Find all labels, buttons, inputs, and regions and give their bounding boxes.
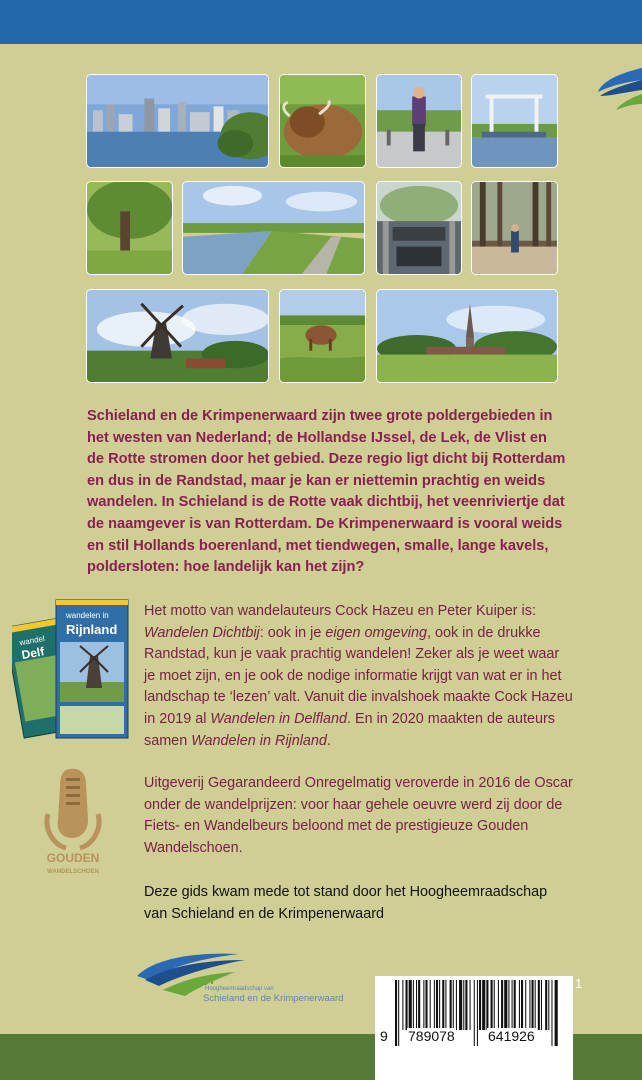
barcode-bar	[491, 980, 493, 1030]
motto-text-4: . En in 2020 maakten de auteurs samen	[144, 710, 555, 749]
barcode-bar	[442, 980, 444, 1030]
barcode-bar	[413, 980, 414, 1030]
barcode-bar	[548, 980, 549, 1030]
barcode-bar	[529, 980, 530, 1030]
motto-emphasis-rijnland: Wandelen in Rijnland	[191, 732, 327, 749]
barcode-bar	[545, 980, 547, 1030]
award-paragraph: Uitgeverij Gegarandeerd Onregelmatig veroverde in 2016 de Oscar onder de wandelprijzen: voor haar gehele oeuvre werd zij door de Fiets- en Wandelbeurs beloond met de prestigieuze Gouden Wandelschoen.	[144, 775, 573, 856]
gouden-wandelschoen-award-icon	[40, 766, 106, 878]
footer-logo-line1: Hoogheemraadschap van	[205, 986, 274, 992]
motto-emphasis-eigen-omgeving: eigen omgeving	[325, 624, 427, 641]
barcode-bar	[416, 980, 417, 1030]
photo-walker-on-jetty	[376, 74, 462, 168]
photo-canal-landscape	[182, 181, 365, 275]
photo-rotterdam-skyline	[86, 74, 269, 168]
photo-tree-meadow	[86, 181, 173, 275]
barcode-bar	[398, 980, 399, 1046]
barcode-bar	[538, 980, 540, 1030]
barcode-bar	[494, 980, 495, 1030]
photo-cows-meadow	[279, 289, 366, 383]
barcode-bar	[498, 980, 499, 1030]
photo-windmill	[86, 289, 269, 383]
barcode-first-digit: 9	[380, 1028, 388, 1044]
motto-text-2: : ook in je	[259, 624, 326, 641]
barcode-bar	[395, 980, 397, 1046]
barcode-bar	[430, 980, 431, 1030]
barcode-bar	[439, 980, 440, 1030]
barcode-group-1: 789078	[408, 1028, 455, 1044]
front-book-title-line1: wandelen in	[66, 611, 109, 620]
credit-paragraph: Deze gids kwam mede tot stand door het Hoogheemraadschap van Schieland en de Krimpenerwaard	[144, 884, 548, 922]
photo-highland-cow	[279, 74, 366, 168]
motto-emphasis-wandelen-dichtbij: Wandelen Dichtbij	[144, 624, 260, 641]
photo-church-village	[376, 289, 558, 383]
barcode-bar	[519, 980, 520, 1030]
isbn-barcode	[375, 976, 573, 1080]
book-covers-illustration	[12, 598, 132, 746]
barcode-bar	[463, 980, 464, 1030]
barcode-bar	[465, 980, 467, 1030]
barcode-bar	[508, 980, 509, 1030]
barcode-bar	[402, 980, 403, 1030]
top-color-band	[0, 0, 642, 44]
barcode-bar	[406, 980, 408, 1030]
barcode-bar	[434, 980, 435, 1030]
photo-canal-lock	[376, 181, 462, 275]
barcode-group-2: 641926	[488, 1028, 535, 1044]
barcode-bar	[486, 980, 488, 1030]
barcode-bar	[532, 980, 534, 1030]
intro-paragraph: Schieland en de Krimpenerwaard zijn twee grote poldergebieden in het westen van Nederland; de Hollandse IJssel, de Lek, de Vlist en de Rotte stromen door het gebied. Deze regio ligt dicht bij Rotterdam en dus in de Randstad, maar je kan er niettemin prachtig en weids wandelen. In Schieland is de Rotte vaak dichtbij, het veenriviertje dat de naamgever is van Rotterdam. De Krimpenerwaard is vooral weids en stil Hollands boerenland, met tiendwegen, smalle, lange kavels, poldersloten: hoe landelijk kan het zijn?	[87, 408, 566, 576]
barcode-bar	[474, 980, 475, 1046]
front-book-title-line2: Rijnland	[66, 622, 118, 637]
barcode-bar	[521, 980, 523, 1030]
barcode-bar	[514, 980, 516, 1030]
barcode-bar	[423, 980, 424, 1030]
barcode-addon-digit: 1	[575, 976, 583, 991]
waterboard-logo-corner-icon	[596, 62, 642, 122]
barcode-bar	[453, 980, 454, 1030]
back-book-title-line2: Delf	[20, 644, 46, 663]
barcode-bar	[470, 980, 471, 1030]
motto-paragraph	[144, 601, 574, 752]
barcode-bar	[445, 980, 446, 1030]
barcode-bar	[456, 980, 457, 1030]
motto-emphasis-delfland: Wandelen in Delfland	[210, 710, 347, 727]
barcode-bar	[555, 980, 558, 1046]
barcode-bar	[501, 980, 503, 1030]
motto-text-5: .	[326, 732, 331, 749]
barcode-bar	[418, 980, 420, 1030]
photo-drawbridge	[471, 74, 558, 168]
motto-text-1: Het motto van wandelauteurs Cock Hazeu en Peter Kuiper is:	[144, 603, 536, 619]
barcode-bar	[512, 980, 513, 1030]
photo-forest-walker	[471, 181, 558, 275]
barcode-bar	[459, 980, 462, 1030]
barcode-bar	[436, 980, 438, 1030]
motto-text-3: , ook in de drukke Randstad, kun je vaak prachtig wandelen! Zeker als je weet waar je moet zijn, en je ook de nodige informatie krijgt van wat er in het landschap te ‘lezen’ valt. Vanuit die invalshoek maakte Cock Hazeu in 2019 al	[144, 624, 573, 727]
barcode-bar	[425, 980, 427, 1030]
barcode-bar	[525, 980, 526, 1030]
award-badge-line1: GOUDEN	[46, 851, 100, 865]
barcode-bar	[551, 980, 552, 1046]
footer-logo-line2: Schieland en de Krimpenerwaard	[203, 993, 344, 1004]
barcode-bar	[504, 980, 507, 1030]
award-badge-line2: WANDELSCHOEN	[47, 869, 99, 875]
barcode-bar	[409, 980, 412, 1030]
barcode-bar	[535, 980, 536, 1030]
barcode-bar	[477, 980, 478, 1046]
back-book-title-line1: wandel	[18, 634, 46, 648]
barcode-bar	[479, 980, 481, 1030]
barcode-bar	[482, 980, 485, 1030]
barcode-bar	[450, 980, 452, 1030]
waterboard-logo-footer-icon	[135, 950, 365, 1006]
barcode-bar	[541, 980, 542, 1030]
